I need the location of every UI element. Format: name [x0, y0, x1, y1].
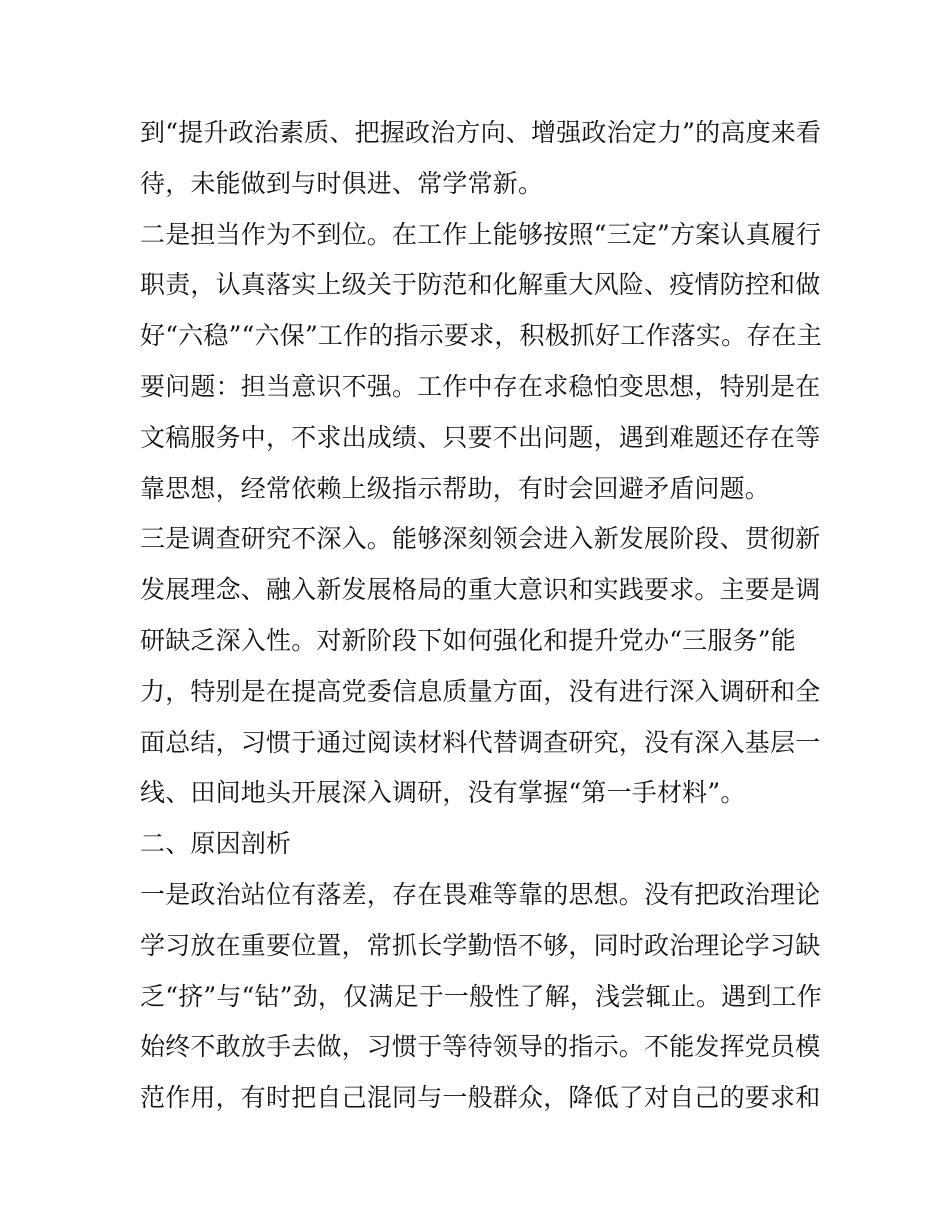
text-line: 力，特别是在提高党委信息质量方面，没有进行深入调研和全 — [140, 676, 821, 706]
text-line: 一是政治站位有落差，存在畏难等靠的思想。没有把政治理论 — [140, 879, 821, 909]
text-line: 面总结，习惯于通过阅读材料代替调查研究，没有深入基层一 — [140, 727, 821, 757]
section-heading: 二、原因剖析 — [140, 829, 292, 859]
text-line: 发展理念、融入新发展格局的重大意识和实践要求。主要是调 — [140, 575, 821, 605]
text-line: 到“提升政治素质、把握政治方向、增强政治定力”的高度来看 — [140, 118, 822, 147]
text-line: 要问题：担当意识不强。工作中存在求稳怕变思想，特别是在 — [140, 371, 821, 401]
text-line: 靠思想，经常依赖上级指示帮助，有时会回避矛盾问题。 — [140, 473, 771, 503]
text-line: 职责，认真落实上级关于防范和化解重大风险、疫情防控和做 — [140, 270, 821, 300]
text-line: 线、田间地头开展深入调研，没有掌握“第一手材料”。 — [140, 778, 746, 808]
document-body — [140, 108, 820, 1124]
text-line: 好“六稳”“六保”工作的指示要求，积极抓好工作落实。存在主 — [140, 321, 822, 351]
text-line: 待，未能做到与时俱进、常学常新。 — [140, 168, 544, 198]
text-line: 二是担当作为不到位。在工作上能够按照“三定”方案认真履行 — [140, 219, 822, 249]
text-line: 范作用，有时把自己混同与一般群众，降低了对自己的要求和 — [140, 1083, 821, 1113]
text-line: 乏“挤”与“钻”劲，仅满足于一般性了解，浅尝辄止。遇到工作 — [140, 981, 822, 1011]
text-line: 学习放在重要位置，常抓长学勤悟不够，同时政治理论学习缺 — [140, 930, 821, 960]
text-line: 始终不敢放手去做，习惯于等待领导的指示。不能发挥党员模 — [140, 1032, 821, 1062]
text-line: 三是调查研究不深入。能够深刻领会进入新发展阶段、贯彻新 — [140, 524, 821, 554]
text-line: 研缺乏深入性。对新阶段下如何强化和提升党办“三服务”能 — [140, 625, 796, 655]
text-line: 文稿服务中，不求出成绩、只要不出问题，遇到难题还存在等 — [140, 422, 821, 452]
